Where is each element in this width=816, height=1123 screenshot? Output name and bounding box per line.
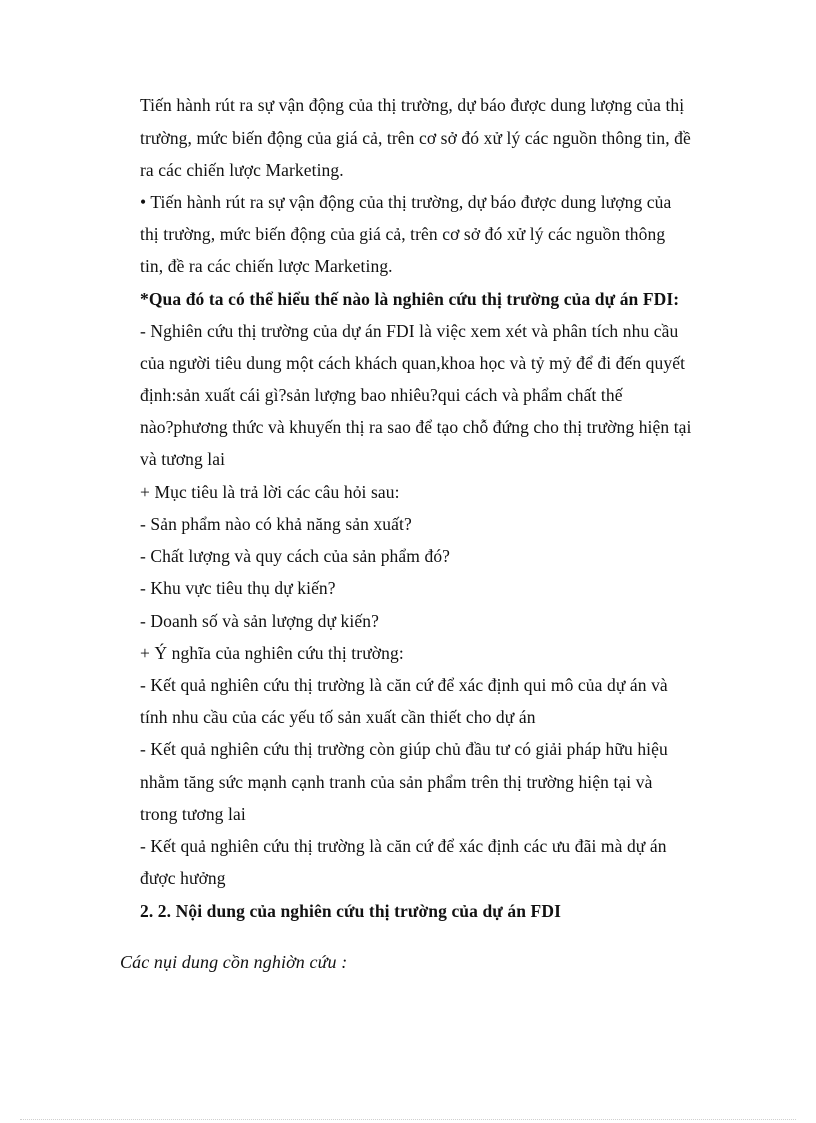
text-line: - Nghiên cứu thị trường của dự án FDI là việc xem xét và phân tích nhu cầu: [140, 321, 679, 341]
text-line: được hưởng: [140, 868, 226, 888]
text-line: ra các chiến lược Marketing.: [140, 160, 344, 180]
text-line: - Kết quả nghiên cứu thị trường là căn cứ để xác định các ưu đãi mà dự án: [140, 836, 667, 856]
bold-heading: *Qua đó ta có thể hiểu thế nào là nghiên cứu thị trường của dự án FDI:: [140, 289, 680, 309]
text-line: + Ý nghĩa của nghiên cứu thị trường:: [140, 643, 404, 663]
text-line: định:sản xuất cái gì?sản lượng bao nhiêu?qui cách và phẩm chất thế: [140, 385, 623, 405]
text-line: tin, đề ra các chiến lược Marketing.: [140, 256, 393, 276]
text-line: + Mục tiêu là trả lời các câu hỏi sau:: [140, 482, 400, 502]
text-line: - Kết quả nghiên cứu thị trường còn giúp chủ đầu tư có giải pháp hữu hiệu: [140, 739, 668, 759]
text-line: Tiến hành rút ra sự vận động của thị trường, dự báo được dung lượng của thị: [140, 95, 685, 115]
page-bottom-rule: [20, 1119, 796, 1120]
text-line: của người tiêu dung một cách khách quan,khoa học và tỷ mỷ để đi đến quyết: [140, 353, 686, 373]
bullet-line: • Tiến hành rút ra sự vận động của thị trường, dự báo được dung lượng của: [140, 192, 672, 212]
text-line: trong tương lai: [140, 804, 246, 824]
text-line: - Doanh số và sản lượng dự kiến?: [140, 611, 379, 631]
text-line: thị trường, mức biến động của giá cả, trên cơ sở đó xử lý các nguồn thông: [140, 224, 666, 244]
italic-subheading: Các nụi dung cồn nghiờn cứu :: [120, 952, 348, 972]
text-line: - Kết quả nghiên cứu thị trường là căn cứ để xác định qui mô của dự án và: [140, 675, 668, 695]
text-line: tính nhu cầu của các yếu tố sản xuất cần thiết cho dự án: [140, 707, 536, 727]
text-line: và tương lai: [140, 449, 226, 469]
text-line: - Khu vực tiêu thụ dự kiến?: [140, 578, 336, 598]
text-line: - Chất lượng và quy cách của sản phẩm đó?: [140, 546, 451, 566]
text-line: nhằm tăng sức mạnh cạnh tranh của sản phẩm trên thị trường hiện tại và: [140, 772, 653, 792]
text-line: - Sản phẩm nào có khả năng sản xuất?: [140, 514, 412, 534]
text-line: trường, mức biến động của giá cả, trên cơ sở đó xử lý các nguồn thông tin, đề: [140, 128, 691, 148]
text-line: nào?phương thức và khuyến thị ra sao để tạo chỗ đứng cho thị trường hiện tại: [140, 417, 692, 437]
section-heading: 2. 2. Nội dung của nghiên cứu thị trường của dự án FDI: [140, 901, 561, 921]
